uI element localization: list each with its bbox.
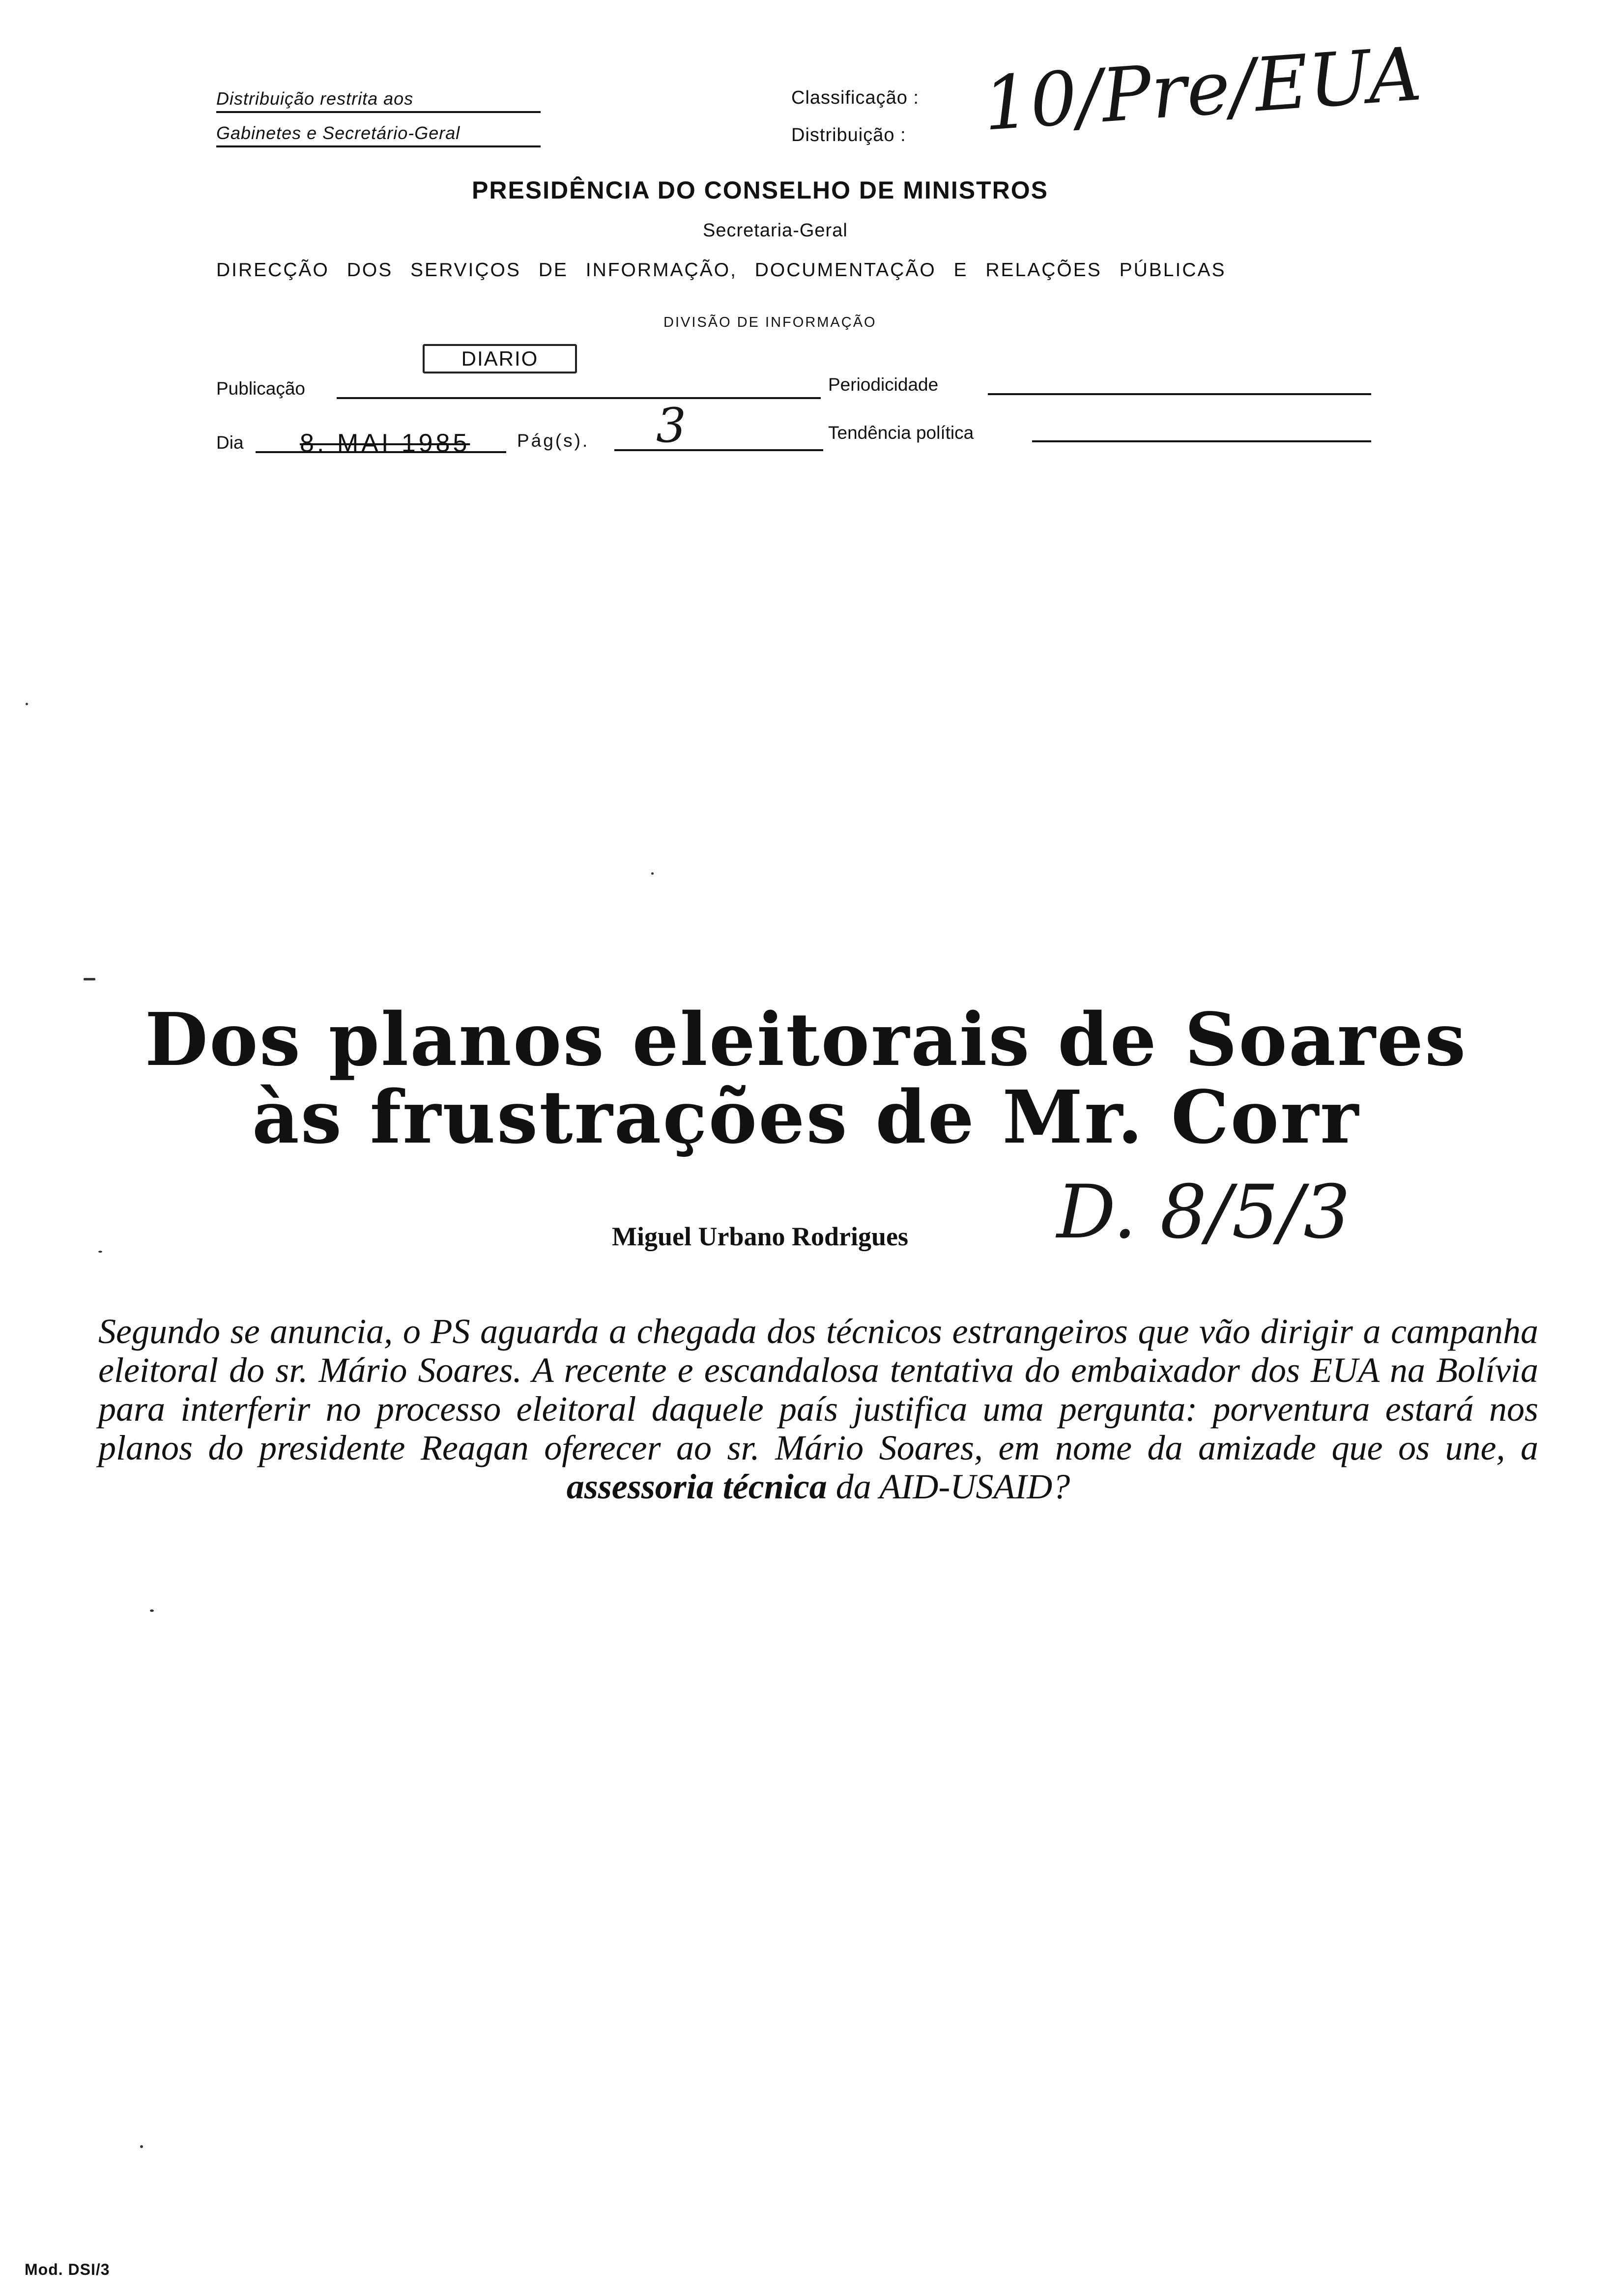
handwritten-classification: 10/Pre/EUA [980, 31, 1424, 147]
headline-line-2: às frustrações de Mr. Corr [252, 1074, 1360, 1160]
pages-line [614, 449, 823, 451]
lead-text: Segundo se anuncia, o PS aguarda a chegada dos técnicos estrangeiros que vão dirigir a campanha eleitoral do sr. Mário Soares. A recente e escandalosa tentativa do embaixador dos EUA na Bolívia para interferir no processo eleitoral daquele país justifica uma pergunta: porventura estará nos planos do presidente Reagan oferecer ao sr. Mário Soares, em nome da amizade que os une, a [98, 1312, 1538, 1467]
organization-subtitle: Secretaria-Geral [703, 220, 848, 241]
article-byline: Miguel Urbano Rodrigues [612, 1222, 909, 1251]
headline-line-1: Dos planos eleitorais de Soares [144, 997, 1468, 1082]
scan-speck [150, 1609, 154, 1612]
periodicity-label: Periodicidade [828, 374, 939, 395]
publication-stamp: DIARIO [423, 344, 577, 373]
pages-handwritten: 3 [656, 398, 687, 453]
day-label: Dia [216, 432, 244, 453]
restricted-distribution-note [216, 88, 541, 147]
political-tendency-line [1032, 440, 1371, 442]
restricted-line-1: Distribuição restrita aos [216, 88, 541, 113]
political-tendency-label: Tendência política [828, 423, 974, 443]
division-name: DIVISÃO DE INFORMAÇÃO [663, 315, 877, 330]
scan-speck [26, 703, 28, 705]
scan-speck [651, 872, 654, 875]
handwritten-note: D. 8/5/3 [1057, 1170, 1351, 1255]
lead-bold-text: assessoria técnica [566, 1467, 827, 1506]
article-headline [0, 997, 1612, 1160]
form-model-code: Mod. DSI/3 [25, 2261, 110, 2278]
day-stamp: 8. MAI 1985 [300, 429, 470, 458]
classification-label: Classificação : [791, 87, 919, 108]
department-name: DIRECÇÃO DOS SERVIÇOS DE INFORMAÇÃO, DOCUMENTAÇÃO E RELAÇÕES PÚBLICAS [216, 259, 1226, 281]
scan-speck [140, 2145, 143, 2148]
publication-line [337, 397, 821, 399]
publication-label: Publicação [216, 378, 306, 399]
lead-end-text: da AID-USAID? [835, 1467, 1070, 1506]
scan-speck [84, 978, 95, 980]
article-lead [98, 1312, 1538, 1506]
pages-label: Pág(s). [517, 430, 590, 451]
restricted-line-2: Gabinetes e Secretário-Geral [216, 123, 541, 147]
organization-title: PRESIDÊNCIA DO CONSELHO DE MINISTROS [472, 176, 1049, 204]
periodicity-line [988, 393, 1371, 395]
scan-speck [98, 1251, 102, 1253]
distribution-label: Distribuição : [791, 125, 906, 145]
